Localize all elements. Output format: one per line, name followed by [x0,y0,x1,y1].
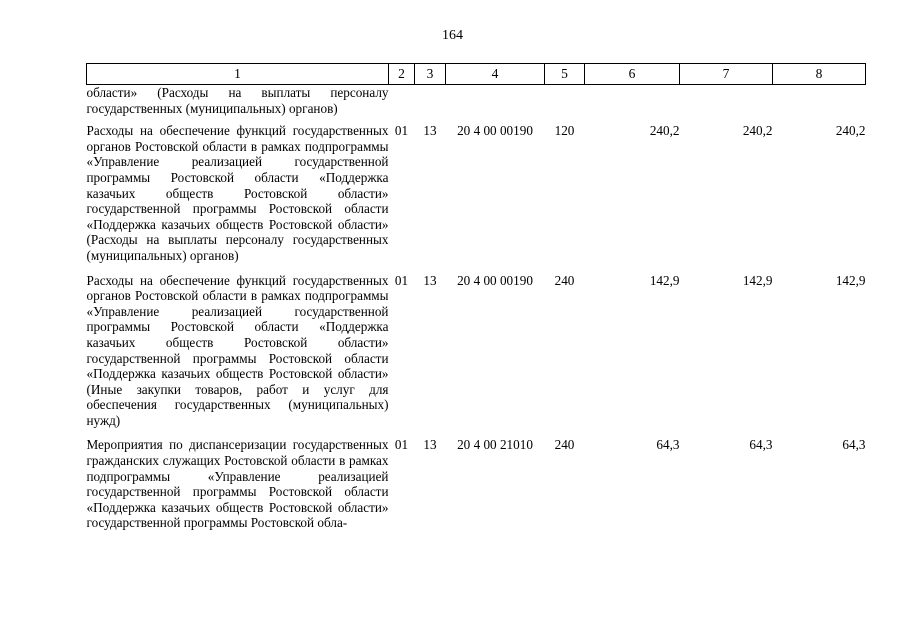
header-row [87,64,866,85]
header-col-1: 1 [87,64,389,85]
row-section: 01 [394,272,409,288]
row-description: Мероприятия по диспансеризации государственных гражданских служащих Ростовской области в рамках подпрограммы «Управление реализацией государственной программы Ростовской области «Поддержка казачьих обществ Ростовской области» государственной программы Ростовской обла- [86,437,389,531]
row-amount-1 [585,85,680,124]
row-amount-2: 142,9 [742,272,773,288]
header-col-4: 4 [446,64,545,85]
header-col-6: 6 [585,64,680,85]
page-number: 164 [442,28,463,43]
table-row [87,273,866,438]
row-target-code: 20 4 00 00190 [457,123,533,139]
row-amount-1: 240,2 [649,123,680,139]
row-target-code [446,85,545,124]
row-amount-1: 64,3 [656,437,680,453]
header-col-3: 3 [415,64,446,85]
row-amount-3: 64,3 [842,437,866,453]
row-subsection [415,85,446,124]
row-subsection: 13 [423,272,437,288]
row-target-code: 20 4 00 00190 [457,272,533,288]
budget-table [86,63,866,540]
row-amount-3: 240,2 [835,123,866,139]
row-expense-type: 120 [554,123,575,139]
row-amount-3 [773,85,866,124]
row-amount-2: 64,3 [749,437,773,453]
header-col-8: 8 [773,64,866,85]
table-row [87,85,866,124]
row-amount-2 [680,85,773,124]
row-amount-1: 142,9 [649,272,680,288]
table-row [87,123,866,272]
row-section: 01 [394,123,409,139]
row-section: 01 [394,437,409,453]
row-description: Расходы на обеспечение функций государственных органов Ростовской области в рамках подпрограммы «Управление реализацией государственной программы Ростовской области «Поддержка казачьих обществ Ростовской области» государственной программы Ростовской области «Поддержка казачьих обществ Ростовской области» (Иные закупки товаров, работ и услуг для обеспечения государственных (муниципальных) нужд) [86,272,389,428]
row-target-code: 20 4 00 21010 [457,437,533,453]
header-col-7: 7 [680,64,773,85]
table-row [87,437,866,540]
row-subsection: 13 [423,437,437,453]
header-col-5: 5 [545,64,585,85]
row-expense-type [545,85,585,124]
row-expense-type: 240 [554,272,575,288]
row-section [389,85,415,124]
row-subsection: 13 [423,123,437,139]
row-description: области» (Расходы на выплаты персоналу государственных (муниципальных) органов) [86,85,389,116]
row-expense-type: 240 [554,437,575,453]
row-amount-3: 142,9 [835,272,866,288]
header-col-2: 2 [389,64,415,85]
row-description: Расходы на обеспечение функций государственных органов Ростовской области в рамках подпрограммы «Управление реализацией государственной программы Ростовской области «Поддержка казачьих обществ Ростовской области» государственной программы Ростовской области «Поддержка казачьих обществ Ростовской области» (Расходы на выплаты персоналу государственных (муниципальных) органов) [86,123,389,263]
row-amount-2: 240,2 [742,123,773,139]
